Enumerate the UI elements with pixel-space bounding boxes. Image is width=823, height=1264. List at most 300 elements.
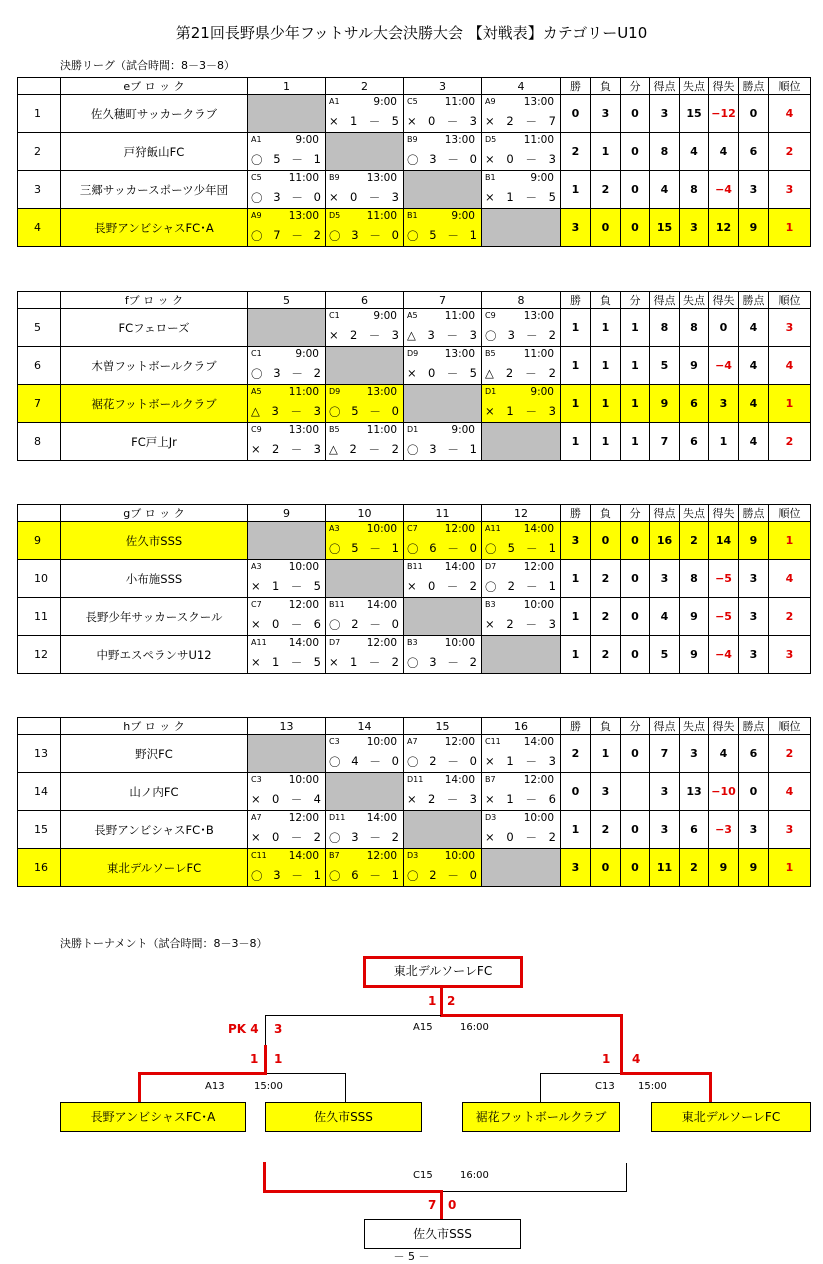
stat-6: −4	[709, 347, 739, 385]
stat-header: 勝点	[739, 505, 769, 522]
semi-right-code: C13	[595, 1081, 615, 1092]
result-mark: △	[329, 442, 338, 456]
col-header-6: 6	[326, 292, 404, 309]
match-result	[329, 114, 399, 130]
result-mark: ×	[407, 114, 417, 128]
league-table-1	[17, 77, 811, 247]
match-time: 10:00	[444, 637, 475, 649]
score-against: 0	[469, 152, 477, 166]
stat-4: 9	[650, 385, 680, 423]
match-cell	[326, 636, 404, 674]
score-for: 0	[506, 830, 514, 844]
result-mark: ×	[251, 655, 261, 669]
result-mark: ×	[329, 655, 339, 669]
score-against: 2	[548, 328, 556, 342]
match-cell	[326, 309, 404, 347]
team-name: FCフェローズ	[61, 309, 248, 347]
score-dash: －	[291, 229, 303, 243]
stat-1: 1	[561, 171, 591, 209]
result-mark: 〇	[485, 329, 497, 343]
stat-6: −5	[709, 598, 739, 636]
match-result	[329, 190, 399, 206]
match-result	[329, 754, 399, 770]
score-against: 5	[313, 655, 321, 669]
semi-left-red-line	[138, 1072, 266, 1075]
score-against: 7	[548, 114, 556, 128]
match-result	[329, 404, 399, 420]
team-no: 9	[18, 522, 61, 560]
score-for: 1	[272, 655, 280, 669]
score-for: 3	[273, 366, 281, 380]
score-dash: －	[368, 115, 381, 129]
team-row	[18, 522, 811, 560]
score-against: 1	[313, 152, 321, 166]
stat-3: 0	[621, 636, 650, 674]
league-table-2	[17, 291, 811, 461]
score-against: 1	[313, 868, 321, 882]
stat-8: 1	[769, 522, 811, 560]
match-cell	[326, 811, 404, 849]
match-code: B11	[329, 600, 345, 609]
score-for: 0	[272, 792, 280, 806]
stat-3: 0	[621, 560, 650, 598]
result-mark: 〇	[407, 656, 419, 670]
match-time: 13:00	[288, 424, 319, 436]
match-result	[329, 328, 399, 344]
stat-header: 負	[591, 78, 621, 95]
team-no: 10	[18, 560, 61, 598]
match-time: 14:00	[366, 599, 397, 611]
semi-right-score-right: 4	[632, 1052, 641, 1066]
match-code: A7	[251, 813, 262, 822]
stat-3: 0	[621, 95, 650, 133]
final-left-line	[265, 1015, 441, 1016]
match-cell	[404, 849, 482, 887]
score-dash: －	[446, 115, 459, 129]
match-time: 13:00	[523, 310, 554, 322]
stat-7: 0	[739, 773, 769, 811]
result-mark: ×	[485, 114, 495, 128]
match-cell	[248, 636, 326, 674]
stat-header: 得点	[650, 292, 680, 309]
match-cell	[482, 522, 561, 560]
col-header-8: 8	[482, 292, 561, 309]
score-dash: －	[369, 229, 381, 243]
stat-6: 14	[709, 522, 739, 560]
match-result	[485, 541, 556, 557]
match-code: D5	[329, 211, 341, 220]
stat-header: 勝	[561, 505, 591, 522]
match-code: A5	[407, 311, 418, 320]
result-mark: 〇	[251, 367, 263, 381]
result-mark: ×	[251, 579, 261, 593]
score-for: 2	[506, 114, 514, 128]
score-dash: －	[525, 115, 537, 129]
match-cell	[326, 209, 404, 247]
match-code: D1	[407, 425, 419, 434]
match-time: 13:00	[366, 386, 397, 398]
self-match-cell	[326, 560, 404, 598]
match-cell	[482, 171, 561, 209]
match-code: A3	[251, 562, 262, 571]
match-cell	[326, 95, 404, 133]
score-dash: －	[525, 831, 537, 845]
team-name: FC戸上Jr	[61, 423, 248, 461]
score-dash: －	[369, 831, 381, 845]
score-dash: －	[447, 153, 459, 167]
score-for: 3	[427, 328, 435, 342]
match-cell	[482, 347, 561, 385]
score-for: 3	[351, 830, 359, 844]
match-cell	[404, 133, 482, 171]
match-time: 12:00	[366, 850, 397, 862]
score-for: 3	[271, 404, 279, 418]
self-match-cell	[326, 773, 404, 811]
stat-1: 0	[561, 95, 591, 133]
final-code: A15	[413, 1022, 433, 1033]
score-against: 3	[391, 328, 399, 342]
result-mark: 〇	[407, 153, 419, 167]
score-dash: －	[526, 329, 538, 343]
stat-3: 0	[621, 522, 650, 560]
score-against: 3	[469, 792, 477, 806]
match-result	[485, 830, 556, 846]
score-against: 2	[469, 579, 477, 593]
score-against: 5	[469, 366, 477, 380]
result-mark: ×	[485, 404, 495, 418]
result-mark: 〇	[329, 405, 341, 419]
match-cell	[248, 133, 326, 171]
stat-4: 15	[650, 209, 680, 247]
stat-3: 0	[621, 598, 650, 636]
self-match-cell	[404, 598, 482, 636]
stat-2: 3	[591, 95, 621, 133]
stat-8: 2	[769, 423, 811, 461]
score-against: 2	[313, 228, 321, 242]
stat-7: 0	[739, 95, 769, 133]
match-result	[485, 404, 556, 420]
result-mark: ×	[251, 792, 261, 806]
match-code: B3	[407, 638, 418, 647]
score-dash: －	[447, 443, 459, 457]
result-mark: ×	[329, 114, 339, 128]
stat-2: 2	[591, 560, 621, 598]
score-dash: －	[290, 618, 303, 632]
third-left-drop	[263, 1162, 266, 1192]
semi-right-drop-a	[540, 1073, 541, 1102]
match-code: A11	[251, 638, 267, 647]
stat-2: 1	[591, 423, 621, 461]
score-against: 5	[391, 114, 399, 128]
match-time: 11:00	[444, 96, 475, 108]
match-code: D1	[485, 387, 497, 396]
stat-8: 2	[769, 598, 811, 636]
match-result	[407, 366, 477, 382]
result-mark: ×	[485, 617, 495, 631]
score-against: 4	[313, 792, 321, 806]
match-time: 10:00	[523, 599, 554, 611]
stat-6: −5	[709, 560, 739, 598]
match-result	[485, 152, 556, 168]
stat-1: 1	[561, 560, 591, 598]
match-time: 11:00	[288, 386, 319, 398]
stat-header: 勝点	[739, 292, 769, 309]
header-blank	[18, 505, 61, 522]
stat-header: 得点	[650, 505, 680, 522]
score-for: 3	[429, 442, 437, 456]
stat-4: 8	[650, 309, 680, 347]
score-dash: －	[525, 793, 537, 807]
stat-header: 負	[591, 718, 621, 735]
match-cell	[482, 560, 561, 598]
match-code: B1	[407, 211, 418, 220]
score-against: 1	[391, 868, 399, 882]
team-row	[18, 811, 811, 849]
score-for: 3	[429, 655, 437, 669]
final-score-left: 1	[428, 994, 437, 1008]
score-for: 5	[273, 152, 281, 166]
match-time: 9:00	[451, 210, 475, 222]
score-for: 7	[273, 228, 281, 242]
score-against: 1	[469, 442, 477, 456]
score-dash: －	[526, 542, 538, 556]
score-for: 3	[273, 190, 281, 204]
self-match-cell	[248, 95, 326, 133]
match-time: 13:00	[444, 134, 475, 146]
score-for: 5	[351, 404, 359, 418]
match-time: 11:00	[523, 134, 554, 146]
score-dash: －	[290, 656, 303, 670]
stat-5: 6	[680, 385, 709, 423]
result-mark: ×	[407, 792, 417, 806]
stat-1: 0	[561, 773, 591, 811]
match-cell	[326, 598, 404, 636]
stat-6: −4	[709, 171, 739, 209]
stat-4: 3	[650, 811, 680, 849]
block-name: gブ ロ ッ ク	[61, 505, 248, 522]
score-for: 0	[272, 617, 280, 631]
match-code: C5	[251, 173, 262, 182]
score-dash: －	[525, 755, 537, 769]
stat-7: 3	[739, 560, 769, 598]
stat-2: 1	[591, 309, 621, 347]
col-header-7: 7	[404, 292, 482, 309]
score-dash: －	[369, 405, 381, 419]
match-cell	[326, 423, 404, 461]
team-row	[18, 171, 811, 209]
match-cell	[326, 735, 404, 773]
score-for: 2	[429, 868, 437, 882]
stat-5: 9	[680, 636, 709, 674]
stat-6: 3	[709, 385, 739, 423]
league-table-4	[17, 717, 811, 887]
stat-5: 6	[680, 423, 709, 461]
match-code: C9	[251, 425, 262, 434]
result-mark: △	[407, 328, 416, 342]
stat-4: 4	[650, 171, 680, 209]
team-no: 4	[18, 209, 61, 247]
match-result	[329, 617, 399, 633]
score-against: 0	[391, 754, 399, 768]
score-dash: －	[526, 580, 538, 594]
stat-3: 0	[621, 209, 650, 247]
stat-4: 7	[650, 423, 680, 461]
result-mark: △	[485, 366, 494, 380]
stat-3: 0	[621, 735, 650, 773]
match-code: C1	[329, 311, 340, 320]
match-result	[407, 655, 477, 671]
stat-8: 1	[769, 849, 811, 887]
stat-5: 13	[680, 773, 709, 811]
self-match-cell	[248, 735, 326, 773]
stat-3: 0	[621, 171, 650, 209]
score-against: 2	[469, 655, 477, 669]
team-row	[18, 95, 811, 133]
score-against: 0	[469, 868, 477, 882]
stat-7: 9	[739, 849, 769, 887]
match-code: D9	[407, 349, 419, 358]
score-for: 2	[351, 617, 359, 631]
stat-3: 0	[621, 811, 650, 849]
col-header-2: 2	[326, 78, 404, 95]
block-name: eブ ロ ッ ク	[61, 78, 248, 95]
stat-5: 15	[680, 95, 709, 133]
match-code: C11	[251, 851, 267, 860]
result-mark: 〇	[485, 580, 497, 594]
match-code: B11	[407, 562, 423, 571]
stat-header: 失点	[680, 505, 709, 522]
match-code: A9	[251, 211, 262, 220]
third-right-drop	[626, 1163, 627, 1191]
match-time: 13:00	[366, 172, 397, 184]
semi-right-score-left: 1	[602, 1052, 611, 1066]
score-for: 3	[429, 152, 437, 166]
score-for: 5	[429, 228, 437, 242]
match-cell	[482, 133, 561, 171]
league-table-3	[17, 504, 811, 674]
col-header-12: 12	[482, 505, 561, 522]
match-cell	[404, 560, 482, 598]
score-against: 2	[548, 830, 556, 844]
score-against: 2	[391, 830, 399, 844]
team-no: 6	[18, 347, 61, 385]
third-winner-box: 佐久市SSS	[364, 1219, 521, 1249]
stat-header: 順位	[769, 292, 811, 309]
stat-1: 1	[561, 347, 591, 385]
stat-header: 分	[621, 718, 650, 735]
score-dash: －	[291, 869, 303, 883]
third-red-line	[263, 1190, 443, 1193]
score-dash: －	[290, 443, 303, 457]
score-against: 3	[548, 754, 556, 768]
stat-2: 2	[591, 171, 621, 209]
stat-5: 6	[680, 811, 709, 849]
stat-header: 失点	[680, 78, 709, 95]
match-result	[407, 328, 477, 344]
team-row	[18, 560, 811, 598]
stat-2: 1	[591, 735, 621, 773]
team-row	[18, 636, 811, 674]
stat-7: 3	[739, 171, 769, 209]
match-time: 10:00	[523, 812, 554, 824]
champion-box: 東北デルソーレFC	[363, 956, 523, 988]
match-result	[329, 541, 399, 557]
score-against: 3	[469, 328, 477, 342]
score-for: 1	[506, 792, 514, 806]
stat-5: 8	[680, 560, 709, 598]
stat-2: 2	[591, 598, 621, 636]
match-cell	[482, 95, 561, 133]
stat-3	[621, 773, 650, 811]
match-result	[485, 617, 556, 633]
match-code: C9	[485, 311, 496, 320]
score-for: 0	[428, 579, 436, 593]
stat-6: −12	[709, 95, 739, 133]
result-mark: ×	[251, 617, 261, 631]
stat-4: 11	[650, 849, 680, 887]
score-dash: －	[369, 755, 381, 769]
match-cell	[404, 423, 482, 461]
tournament-team-1: 長野アンビシャスFC･A	[60, 1102, 246, 1132]
stat-header: 負	[591, 292, 621, 309]
match-cell	[326, 385, 404, 423]
result-mark: ×	[485, 152, 495, 166]
match-result	[329, 830, 399, 846]
self-match-cell	[404, 385, 482, 423]
stat-5: 3	[680, 209, 709, 247]
score-against: 2	[548, 366, 556, 380]
match-time: 11:00	[366, 210, 397, 222]
match-result	[407, 152, 477, 168]
team-row	[18, 849, 811, 887]
score-against: 6	[548, 792, 556, 806]
stat-7: 6	[739, 735, 769, 773]
stat-header: 得点	[650, 78, 680, 95]
col-header-13: 13	[248, 718, 326, 735]
match-code: B9	[329, 173, 340, 182]
score-dash: －	[290, 580, 303, 594]
stat-header: 得失	[709, 292, 739, 309]
stat-5: 2	[680, 849, 709, 887]
match-cell	[248, 347, 326, 385]
stat-6: 4	[709, 133, 739, 171]
col-header-16: 16	[482, 718, 561, 735]
team-row	[18, 735, 811, 773]
stat-6: 0	[709, 309, 739, 347]
score-dash: －	[290, 793, 303, 807]
stat-8: 1	[769, 385, 811, 423]
stat-4: 5	[650, 636, 680, 674]
stat-1: 1	[561, 636, 591, 674]
score-against: 3	[469, 114, 477, 128]
match-result	[407, 792, 477, 808]
stat-header: 分	[621, 292, 650, 309]
match-cell	[248, 811, 326, 849]
match-time: 14:00	[523, 736, 554, 748]
match-result	[485, 328, 556, 344]
team-row	[18, 423, 811, 461]
self-match-cell	[482, 423, 561, 461]
stat-4: 16	[650, 522, 680, 560]
team-no: 12	[18, 636, 61, 674]
stat-1: 2	[561, 735, 591, 773]
score-against: 3	[313, 404, 321, 418]
match-time: 10:00	[366, 523, 397, 535]
semi-right-line	[540, 1073, 622, 1074]
col-header-10: 10	[326, 505, 404, 522]
team-no: 16	[18, 849, 61, 887]
stat-header: 分	[621, 505, 650, 522]
